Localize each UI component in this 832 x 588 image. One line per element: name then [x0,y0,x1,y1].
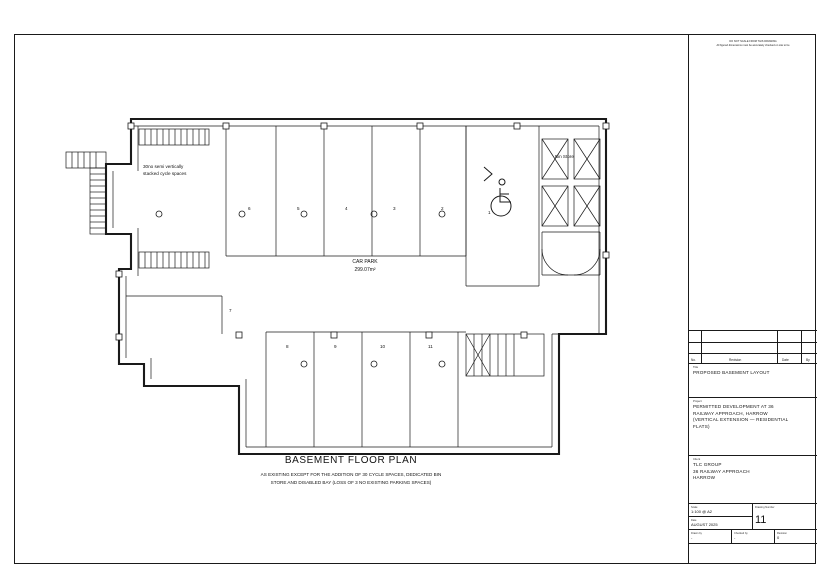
revision-label: Revision [777,531,787,535]
title-block-details [689,504,817,552]
drawn-by-value: - [691,534,693,540]
client-section [689,456,817,504]
project-line-2: RAILWAY APPROACH, HARROW [693,410,768,416]
drawn-by-cell [689,530,732,544]
stair-left [66,152,106,234]
revision-col-revision: Revision [729,358,742,362]
date-label: Date [691,518,697,522]
date-value: AUGUST 2025 [691,521,718,527]
wheelchair-icon [484,167,511,216]
bay-number: 9 [334,344,337,349]
stair-right [466,334,544,376]
drawing-title-label: Title [693,365,699,369]
bay-number: 7 [229,308,232,313]
scale-cell [689,504,753,517]
bay-number: 5 [297,206,300,211]
bay-number: 8 [286,344,289,349]
drawing-title-value: PROPOSED BASEMENT LAYOUT [693,369,770,375]
title-block [688,34,816,564]
carpark-area: 299.07m² [354,267,376,273]
plan-subtitle-line-2: STORE AND DISABLED BAY (LOSS OF 3 NO EXISTING PARKING SPACES) [270,480,432,485]
client-line-1: TLC GROUP [693,461,722,467]
drawn-by-label: Drawn by [691,531,702,535]
basement-floor-plan [14,34,688,564]
do-not-scale-note [689,34,817,48]
bay-number: 10 [380,344,386,349]
client-line-3: HARROW [693,475,716,481]
bay-number: 11 [428,344,433,349]
plan-title: BASEMENT FLOOR PLAN [284,455,418,466]
do-not-scale-line-1: DO NOT SCALE FROM THIS DRAWING [729,40,777,43]
cycle-store-hatch [139,129,209,268]
checked-by-cell [732,530,775,544]
project-line-1: PERMITTED DEVELOPMENT AT 36 [693,403,774,409]
bay-number: 6 [248,206,251,211]
drawing-number-cell [753,504,817,530]
bin-store-label: Bin Store [555,154,574,159]
revision-col-date: Date [782,358,789,362]
project-label: Project [693,399,702,403]
client-label: Client [693,457,701,461]
cycle-space-note-line-1: 30no semi vertically [143,164,184,169]
project-line-4: FLATS) [693,423,710,429]
bay-number: 3 [393,206,396,211]
plan-subtitle-line-1: AS EXISTING EXCEPT FOR THE ADDITION OF 30 CYCLE SPACES, DEDICATED BIN [260,472,442,477]
revision-cell [775,530,817,544]
carpark-label: CAR PARK [352,259,378,265]
bay-number: 4 [345,206,348,211]
revision-col-by: By [806,358,810,362]
structural-columns [116,123,609,340]
bay-number: 1 [488,210,491,215]
cycle-space-note-line-2: stacked cycle spaces [143,171,187,176]
revision-table [689,330,817,364]
checked-by-label: Checked by [734,531,748,535]
round-columns [156,211,445,367]
scale-label: Scale [691,505,698,509]
drawing-number-value: 11 [755,513,767,526]
revision-value: 0 [777,534,780,540]
project-line-3: (VERTICAL EXTENSION — RESIDENTIAL [693,417,789,423]
bay-number: 2 [441,206,444,211]
project-section [689,398,817,456]
client-line-2: 36 RAILWAY APPROACH [693,468,750,474]
drawing-title-section [689,364,817,398]
do-not-scale-line-2: All figured dimensions must be accurately checked on site to be [716,43,790,47]
checked-by-value: - [734,534,736,540]
scale-value: 1:100 @ A2 [691,508,712,514]
date-cell [689,517,753,530]
revision-col-no: No. [691,358,696,362]
drawing-number-label: Drawing Number [755,505,775,509]
